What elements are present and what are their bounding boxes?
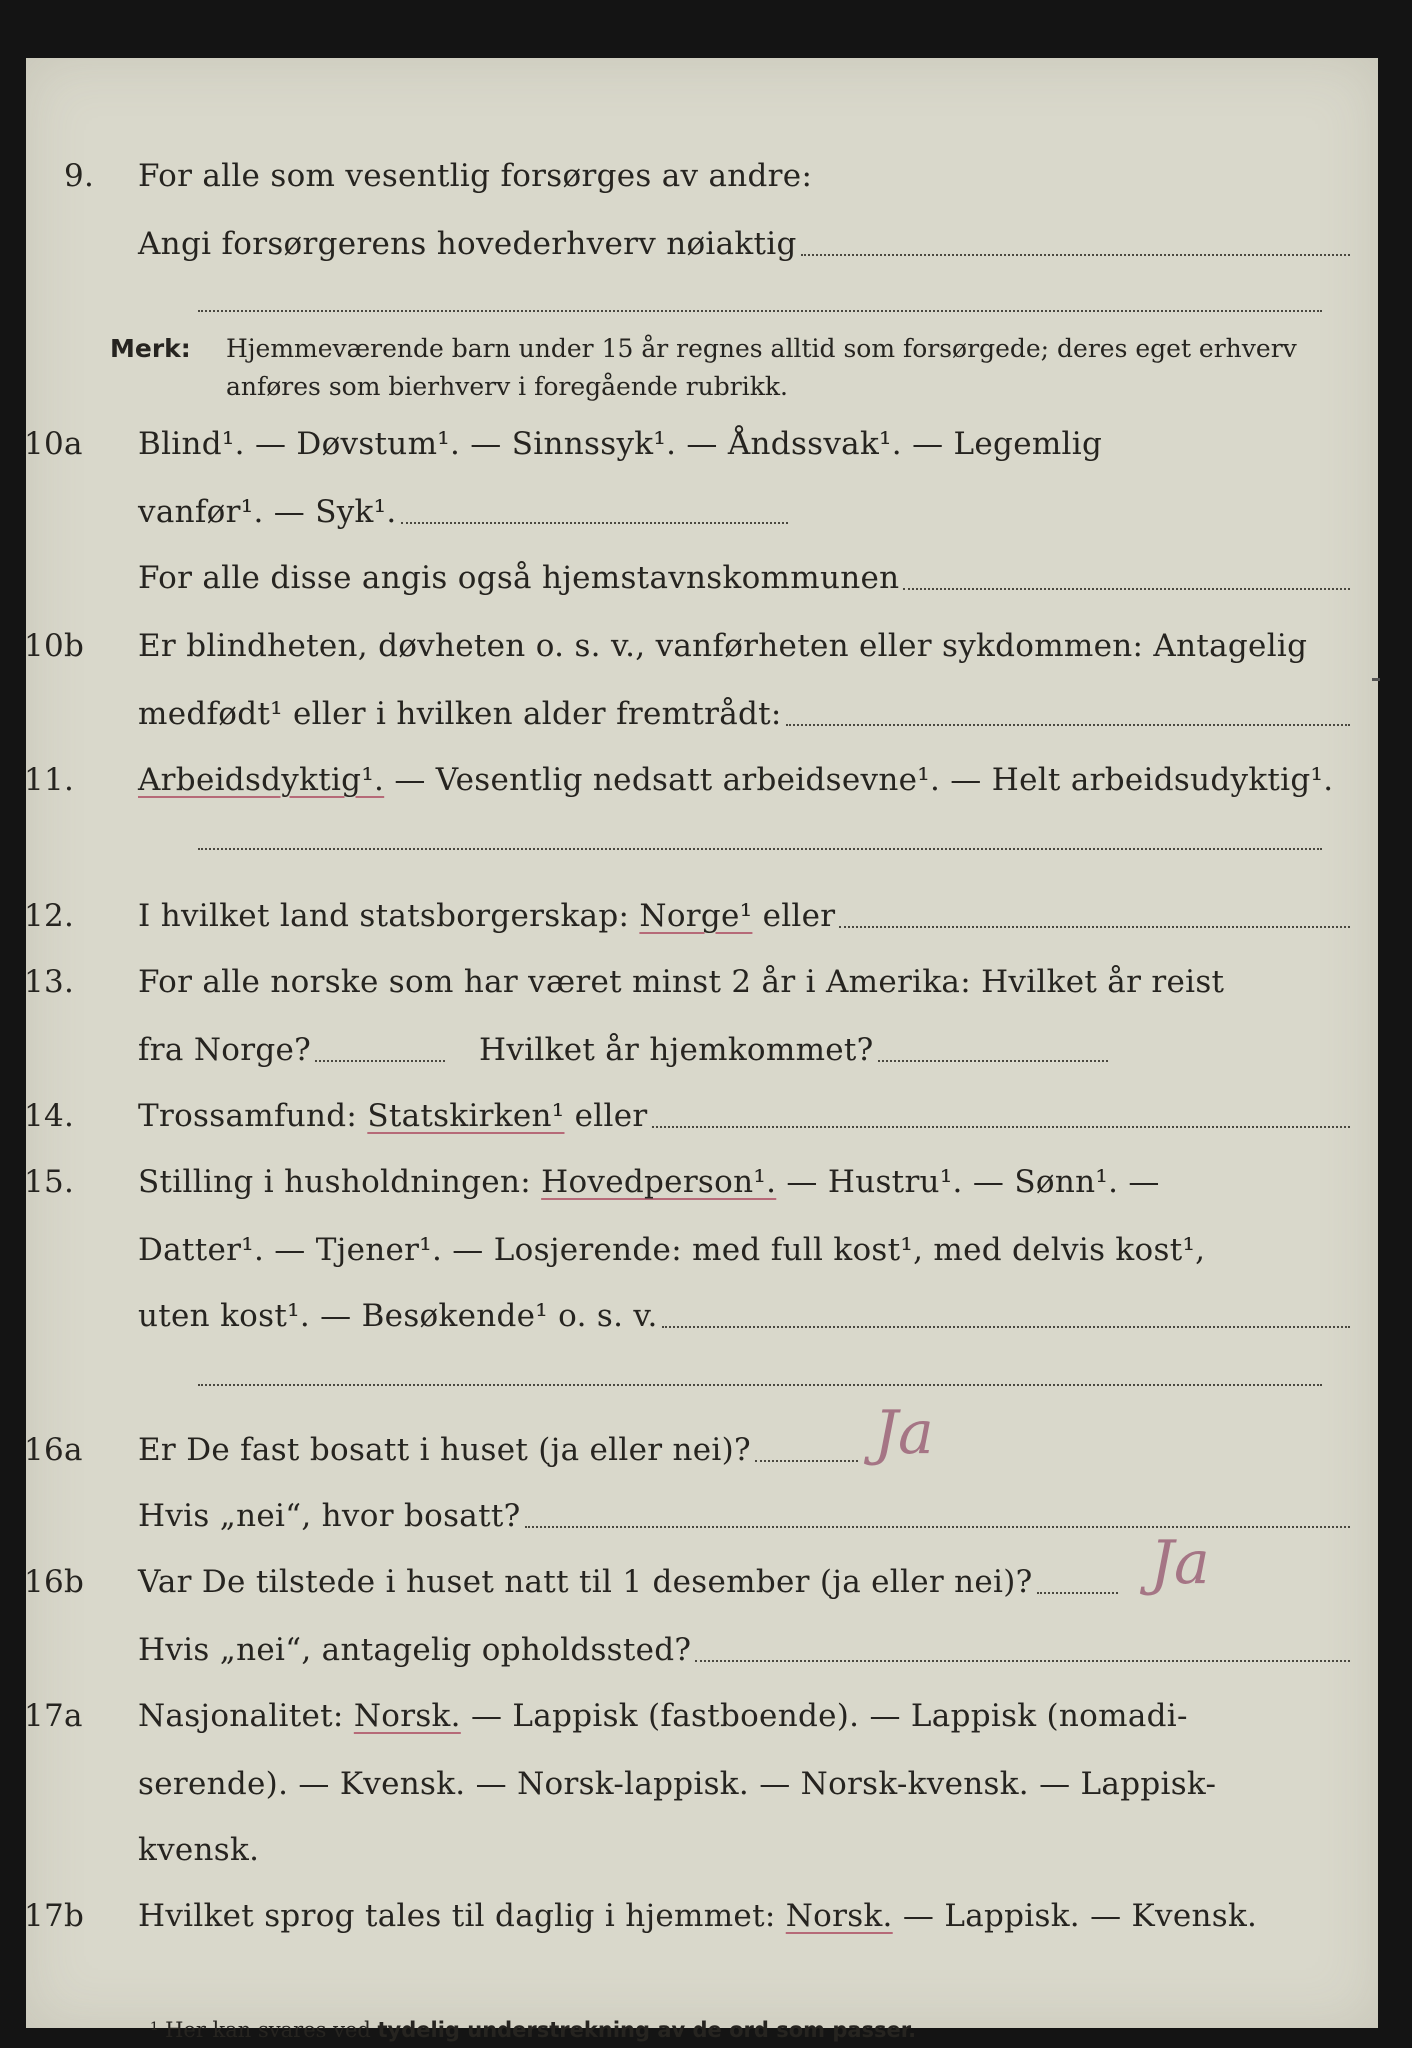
footnote-text: Her kan svares ved [158, 2018, 378, 2042]
q16b-opholdssted-field[interactable] [695, 1660, 1350, 1662]
q13-number: 13. [24, 964, 75, 1000]
q10a-hjemstavn-field[interactable] [903, 588, 1350, 590]
q15-text: Stilling i husholdningen: [138, 1164, 542, 1200]
q17a-number: 17a [24, 1698, 83, 1734]
footnote-bold-text: tydelig understrekning av de ord som passer. [377, 2018, 917, 2042]
footnote-mark: ¹ [150, 2018, 159, 2042]
q14-text: Trossamfund: [138, 1098, 368, 1134]
q10a-number: 10a [24, 426, 83, 462]
q16b-number: 16b [24, 1564, 85, 1600]
q17b-line [24, 1890, 1350, 1940]
q12-number: 12. [24, 898, 75, 934]
q12-text-eller: eller [752, 898, 836, 934]
q14-answer-field[interactable] [652, 1126, 1351, 1128]
q15-text-rest: — Hustru¹. — Sønn¹. — [776, 1164, 1160, 1200]
q13-line-1 [24, 956, 1350, 1006]
q9-text-2: Angi forsørgerens hovederhverv nøiaktig [138, 226, 797, 262]
q10a-text-2: vanfør¹. — Syk¹. [138, 494, 397, 530]
q10a-line-1 [24, 418, 1350, 468]
q15-option-hovedperson[interactable]: Hovedperson¹. [541, 1164, 777, 1200]
q10b-text-1: Er blindheten, døvheten o. s. v., vanførheten eller sykdommen: Antagelig [138, 628, 1308, 664]
q12-line [24, 890, 1350, 940]
q13-reist-field[interactable] [315, 1060, 445, 1062]
q11-line [24, 754, 1350, 804]
merk-note [110, 330, 1350, 406]
q17b-text: Hvilket sprog tales til daglig i hjemmet: [138, 1898, 786, 1934]
q17a-line-1 [24, 1690, 1350, 1740]
q17b-number: 17b [24, 1898, 85, 1934]
q9-number: 9. [64, 158, 95, 194]
q10a-line-2 [138, 486, 788, 536]
q16a-number: 16a [24, 1432, 83, 1468]
q13-text-2a: fra Norge? [138, 1032, 312, 1068]
merk-text-1: Hjemmeværende barn under 15 år regnes alltid som forsørgede; deres eget erhverv [226, 334, 1297, 363]
q10b-line-2 [138, 688, 1350, 738]
q15-text-3: uten kost¹. — Besøkende¹ o. s. v. [138, 1298, 658, 1334]
q10b-text-2: medfødt¹ eller i hvilken alder fremtrådt: [138, 696, 782, 732]
q14-text-eller: eller [564, 1098, 648, 1134]
q10a-line-3 [138, 552, 1350, 602]
merk-text-2: anføres som bierhverv i foregående rubrikk. [226, 372, 788, 401]
q11-text: — Vesentlig nedsatt arbeidsevne¹. — Helt arbeidsudyktig¹. [384, 762, 1334, 798]
q13-text-2b: Hvilket år hjemkommet? [479, 1032, 874, 1068]
q15-number: 15. [24, 1164, 75, 1200]
q14-option-statskirken[interactable]: Statskirken¹ [367, 1098, 565, 1134]
q15-line-2 [138, 1224, 1350, 1274]
q15-text-2: Datter¹. — Tjener¹. — Losjerende: med full kost¹, med delvis kost¹, [138, 1232, 1206, 1268]
q17a-line-2 [138, 1758, 1350, 1808]
q15-answer-field[interactable] [662, 1326, 1350, 1328]
edge-mark [1372, 678, 1380, 681]
q12-option-norge[interactable]: Norge¹ [639, 898, 753, 934]
q10b-number: 10b [24, 628, 85, 664]
q16a-answer-field[interactable] [755, 1460, 858, 1462]
q16a-line-1 [24, 1424, 858, 1474]
q16a-text-2: Hvis „nei“, hvor bosatt? [138, 1498, 521, 1534]
q11-extra-answer-line[interactable] [198, 848, 1322, 850]
q16b-handwritten-answer: Ja [1150, 1528, 1210, 1598]
q10b-answer-field[interactable] [786, 724, 1350, 726]
q13-hjemkommet-field[interactable] [878, 1060, 1108, 1062]
q9-answer-field[interactable] [801, 254, 1350, 256]
q10a-text-3: For alle disse angis også hjemstavnskommunen [138, 560, 900, 596]
q17a-text-3: kvensk. [138, 1832, 260, 1868]
q16b-line-2 [138, 1624, 1350, 1674]
q9-line-2 [138, 218, 1350, 268]
q16b-answer-field[interactable] [1037, 1592, 1118, 1594]
q12-answer-field[interactable] [839, 926, 1350, 928]
q14-number: 14. [24, 1098, 75, 1134]
q9-text: For alle som vesentlig forsørges av andre: [138, 158, 813, 194]
q16b-text-1: Var De tilstede i huset natt til 1 desember (ja eller nei)? [138, 1564, 1033, 1600]
q15-line-1 [24, 1156, 1350, 1206]
q17a-option-norsk[interactable]: Norsk. [353, 1698, 461, 1734]
q10a-answer-field[interactable] [401, 522, 788, 524]
q16a-handwritten-answer: Ja [874, 1398, 934, 1468]
q13-line-2 [138, 1024, 1108, 1074]
q14-line [24, 1090, 1350, 1140]
q17a-text-2: serende). — Kvensk. — Norsk-lappisk. — Norsk-kvensk. — Lappisk- [138, 1766, 1217, 1802]
q11-option-arbeidsdyktig[interactable]: Arbeidsdyktig¹. [138, 762, 385, 798]
q11-number: 11. [24, 762, 75, 798]
q9-line-1 [64, 150, 1350, 200]
q15-line-3 [138, 1290, 1350, 1340]
q16b-text-2: Hvis „nei“, antagelig opholdssted? [138, 1632, 692, 1668]
q16a-text-1: Er De fast bosatt i huset (ja eller nei)? [138, 1432, 751, 1468]
q17b-text-rest: — Lappisk. — Kvensk. [892, 1898, 1258, 1934]
q16b-line-1 [24, 1556, 1118, 1606]
q9-extra-answer-line[interactable] [198, 310, 1322, 312]
q17a-text: Nasjonalitet: [138, 1698, 354, 1734]
census-form-page [24, 58, 1378, 2042]
q12-text: I hvilket land statsborgerskap: [138, 898, 640, 934]
q17a-line-3 [138, 1824, 1350, 1874]
q10a-text-1: Blind¹. — Døvstum¹. — Sinnssyk¹. — Åndssvak¹. — Legemlig [138, 426, 1103, 462]
footnote [150, 2018, 916, 2042]
q13-text-1: For alle norske som har været minst 2 år i Amerika: Hvilket år reist [138, 964, 1225, 1000]
q10b-line-1 [24, 620, 1350, 670]
q17b-option-norsk[interactable]: Norsk. [785, 1898, 893, 1934]
q17a-text-rest: — Lappisk (fastboende). — Lappisk (nomadi- [460, 1698, 1188, 1734]
q15-extra-answer-line[interactable] [198, 1384, 1322, 1386]
q16a-bosatt-field[interactable] [525, 1526, 1350, 1528]
merk-label: Merk: [110, 334, 191, 363]
